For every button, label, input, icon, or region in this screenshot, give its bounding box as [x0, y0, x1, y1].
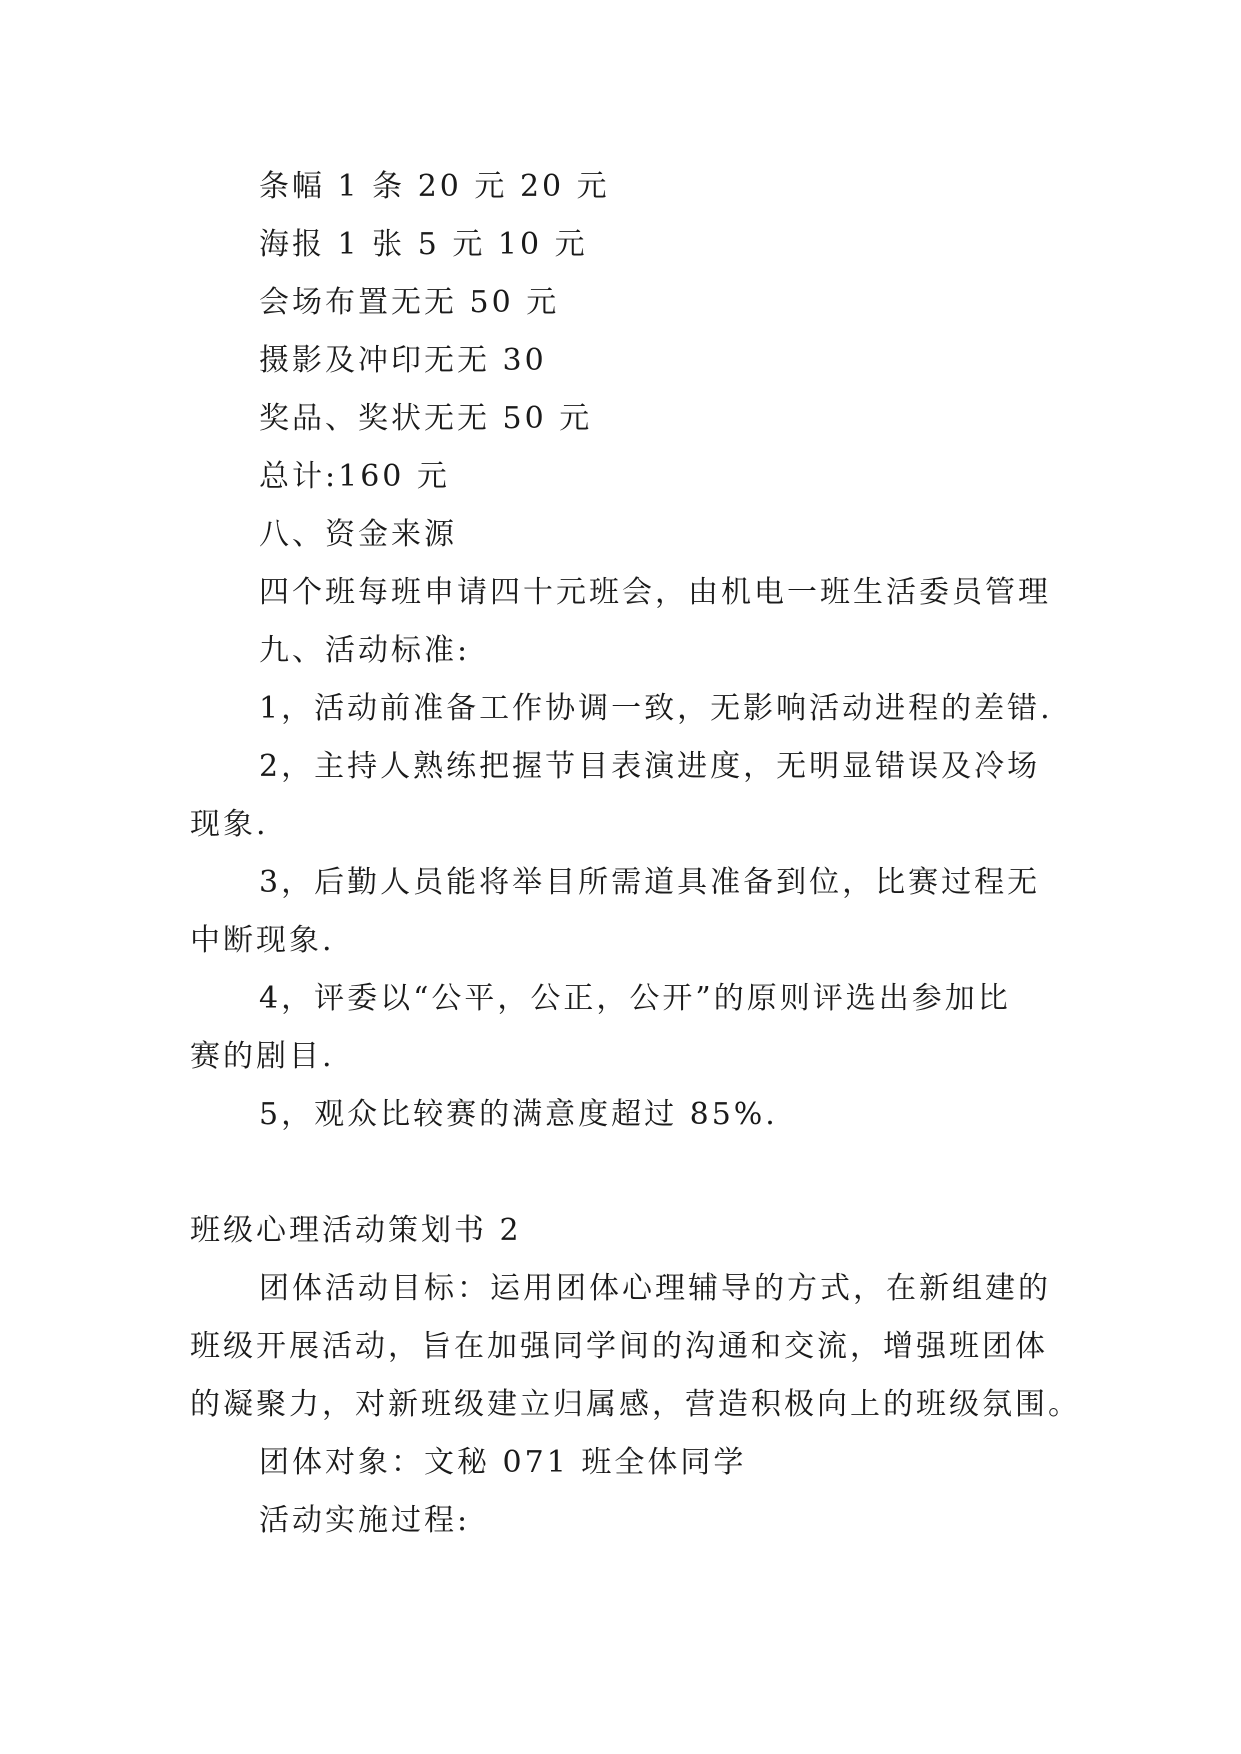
- standard-item-3-line-2: 中断现象.: [190, 923, 335, 958]
- budget-item-prizes: 奖品、奖状无无 50 元: [259, 401, 593, 436]
- goal-line-1: 团体活动目标：运用团体心理辅导的方式，在新组建的: [259, 1271, 1051, 1306]
- budget-item-banner: 条幅 1 条 20 元 20 元: [259, 169, 610, 204]
- standard-item-4-line-1: 4，评委以“公平，公正，公开”的原则评选出参加比: [259, 981, 1011, 1016]
- standard-item-5: 5，观众比较赛的满意度超过 85%.: [259, 1097, 778, 1132]
- process-heading: 活动实施过程:: [259, 1503, 471, 1538]
- budget-item-venue: 会场布置无无 50 元: [259, 285, 560, 320]
- standard-item-2-line-1: 2，主持人熟练把握节目表演进度，无明显错误及冷场: [259, 749, 1041, 784]
- budget-total: 总计:160 元: [259, 459, 450, 494]
- goal-line-2: 班级开展活动，旨在加强同学间的沟通和交流，增强班团体: [190, 1329, 1048, 1364]
- standard-item-2-line-2: 现象.: [190, 807, 269, 842]
- funding-text: 四个班每班申请四十元班会，由机电一班生活委员管理: [259, 575, 1051, 610]
- budget-item-poster: 海报 1 张 5 元 10 元: [259, 227, 588, 262]
- standard-item-3-line-1: 3，后勤人员能将举目所需道具准备到位，比赛过程无: [259, 865, 1041, 900]
- funding-heading: 八、资金来源: [259, 517, 457, 552]
- standard-item-4-line-2: 赛的剧目.: [190, 1039, 335, 1074]
- target-group: 团体对象：文秘 071 班全体同学: [259, 1445, 747, 1480]
- standards-heading: 九、活动标准:: [259, 633, 471, 668]
- budget-item-photo: 摄影及冲印无无 30: [259, 343, 547, 378]
- standard-item-1: 1，活动前准备工作协调一致，无影响活动进程的差错.: [259, 691, 1053, 726]
- goal-line-3: 的凝聚力，对新班级建立归属感，营造积极向上的班级氛围。: [190, 1387, 1081, 1422]
- section-2-title: 班级心理活动策划书 2: [190, 1213, 522, 1248]
